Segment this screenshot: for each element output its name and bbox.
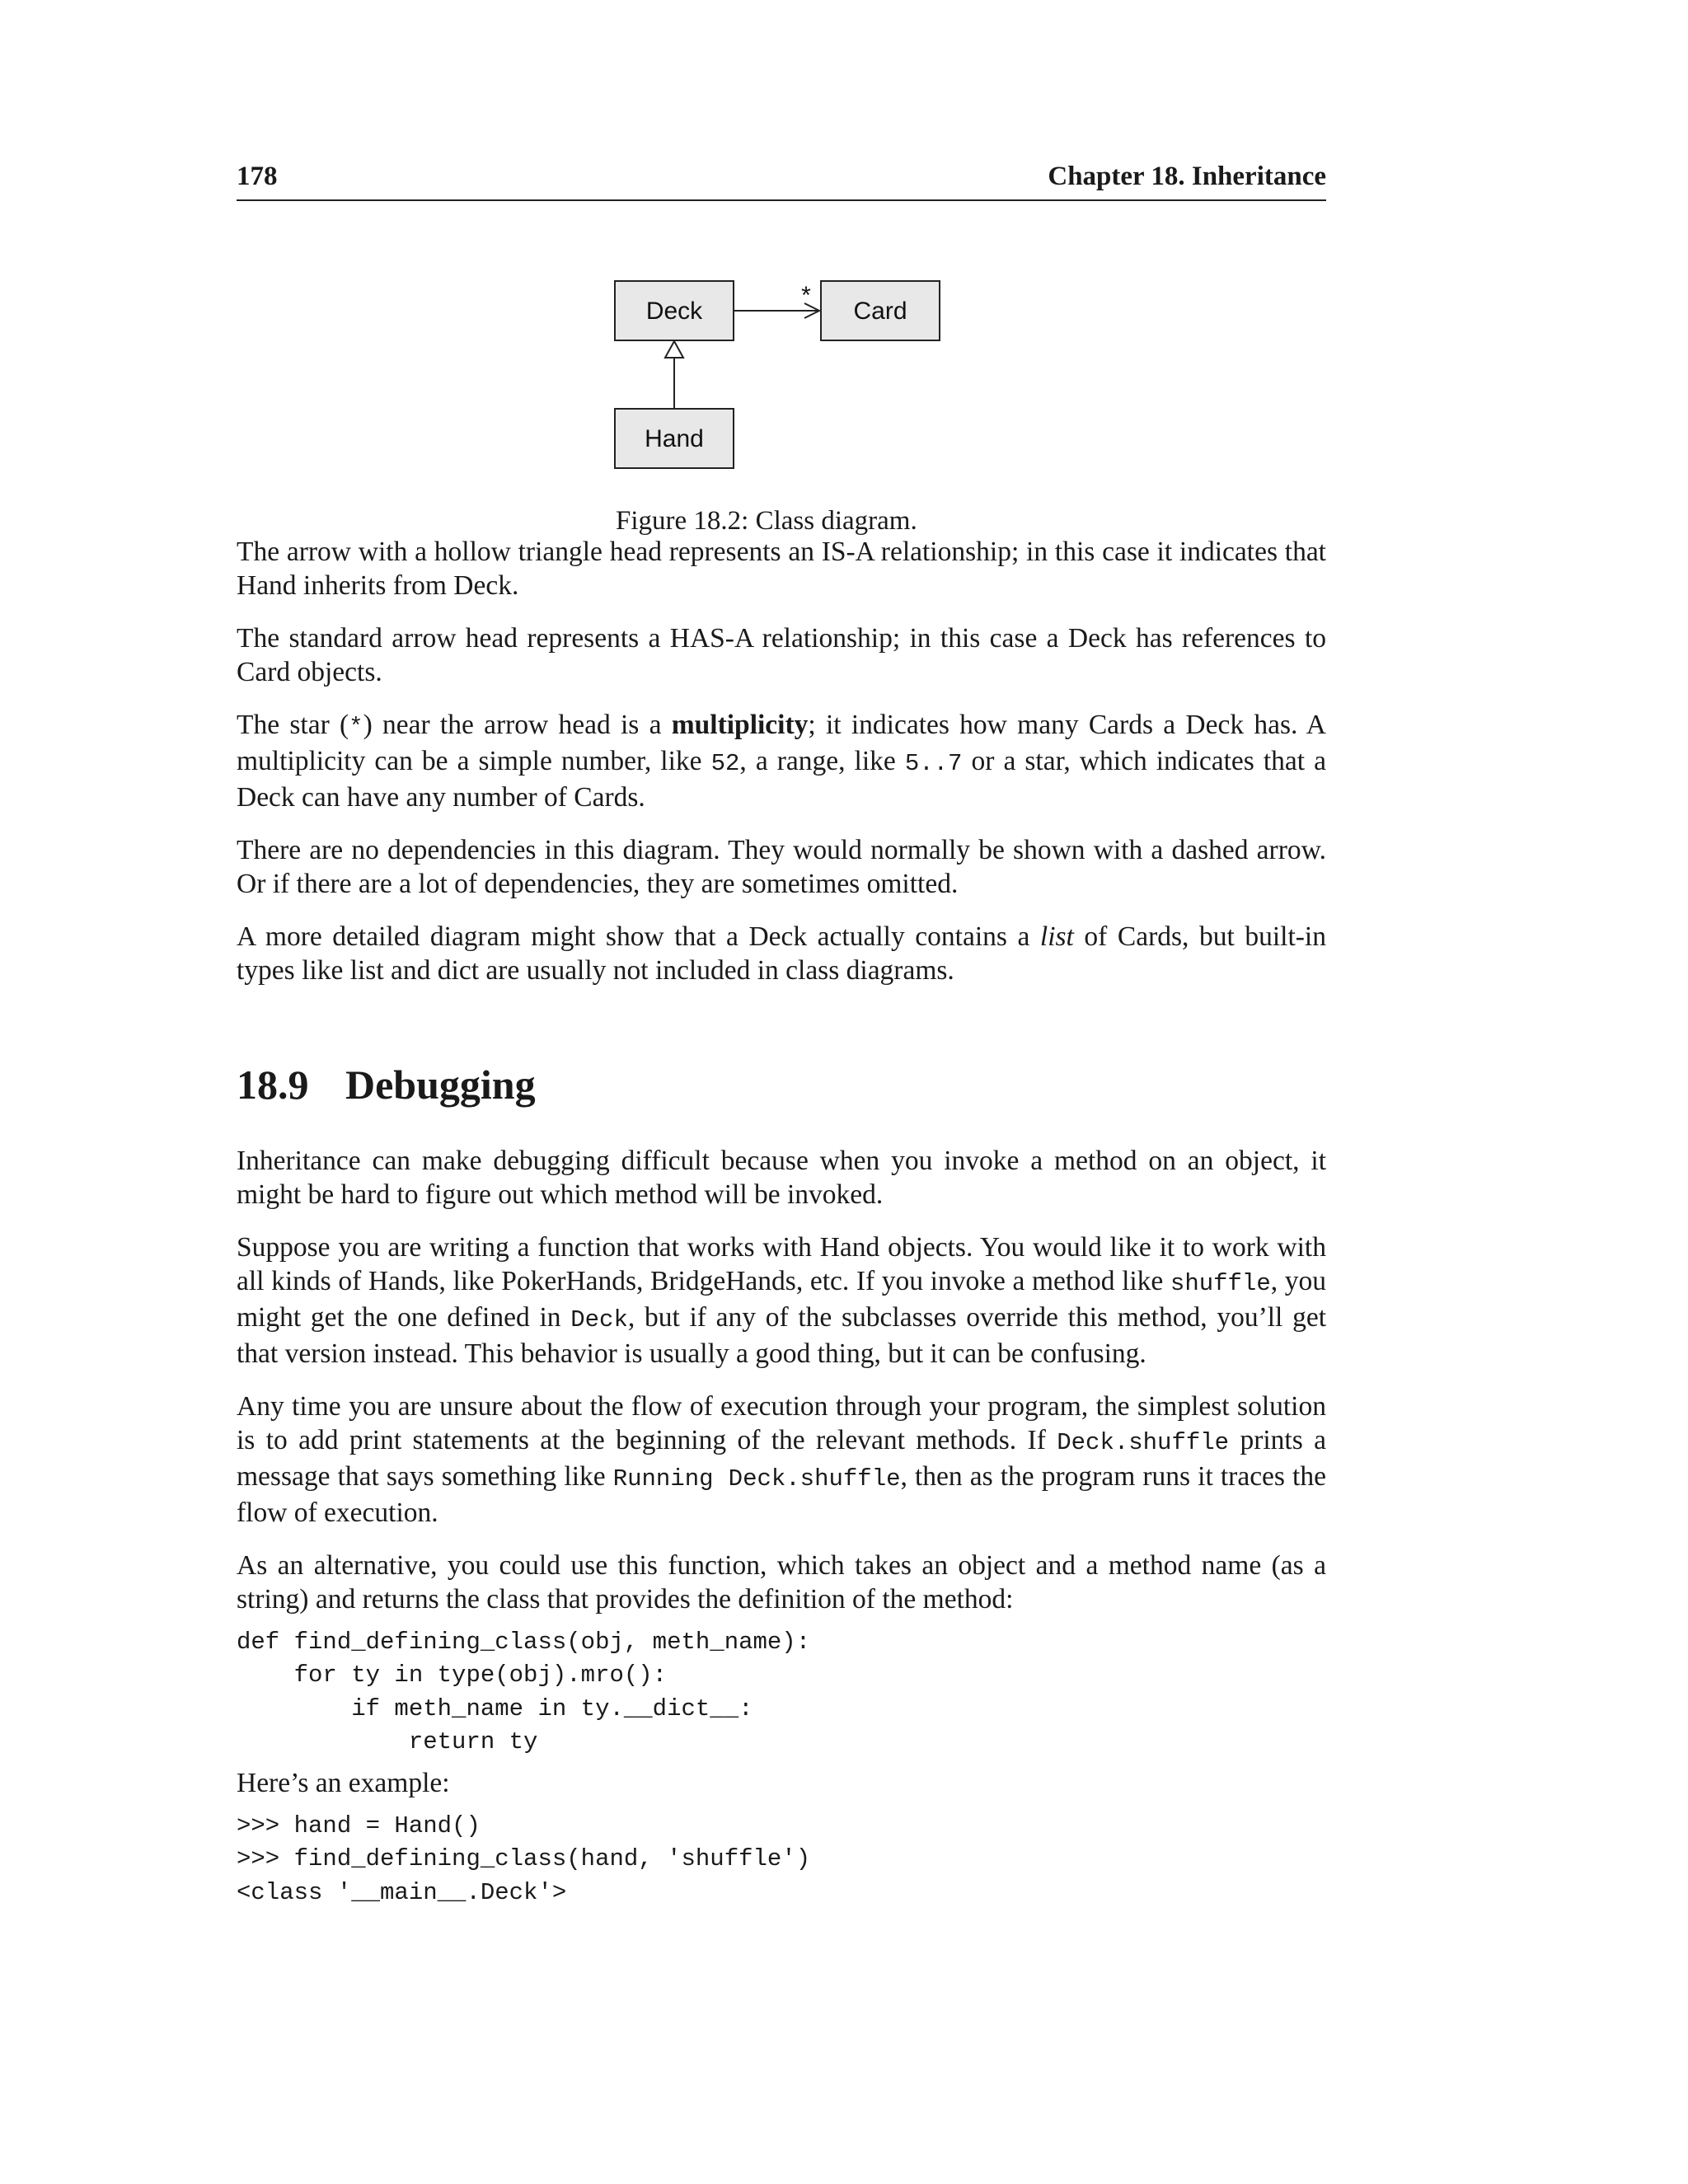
paragraph-multiplicity: [237, 708, 1326, 814]
running-header: [237, 157, 1326, 201]
paragraph-detailed-diagram: [237, 920, 1326, 987]
text-run: , a range, like: [739, 746, 905, 776]
text-run: , but if any of the subclasses override this method, you’ll get that version instead. This behavior is usually a good thing, but it can be confusing.: [237, 1301, 1326, 1369]
text-run: A more detailed diagram might show that a Deck actually contains a: [237, 921, 1040, 952]
inline-code-running-message: Running Deck.shuffle: [612, 1465, 901, 1493]
is-a-hollow-triangle: [665, 341, 683, 358]
paragraph-has-a: The standard arrow head represents a HAS-A relationship; in this case a Deck has references to Card objects.: [237, 623, 1326, 687]
text-run: Any time you are unsure about the flow of execution through your program, the simplest solution is to add print statements at the beginning of the relevant methods. If: [237, 1390, 1326, 1455]
paragraph-debugging-intro: Inheritance can make debugging difficult because when you invoke a method on an object, it might be hard to figure out which method will be invoked.: [237, 1145, 1326, 1210]
text-run: , you might get the one defined in: [237, 1265, 1326, 1333]
class-diagram-figure: [237, 201, 1326, 536]
text-run: of Cards, but built-in types like list and dict are usually not included in class diagrams.: [237, 921, 1326, 986]
paragraph-print-statements: [237, 1390, 1326, 1530]
section-body: [237, 1144, 1326, 1616]
multiplicity-star: *: [801, 282, 811, 309]
inline-code-star: *: [349, 714, 363, 741]
code-block-example: >>> hand = Hand() >>> find_defining_class(hand, 'shuffle') <class '__main__.Deck'>: [237, 1811, 811, 1906]
card-class-label: Card: [853, 298, 907, 325]
paragraph-hand-objects: [237, 1230, 1326, 1371]
inline-code-number: 52: [710, 750, 740, 777]
bold-term: multiplicity: [671, 710, 809, 740]
text-run: or a star, which indicates that a Deck can have any number of Cards.: [237, 746, 1327, 813]
paragraph-example-intro: Here’s an example:: [237, 1767, 450, 1798]
text-run: ) near the arrow head is a: [363, 710, 672, 740]
text-run: prints a message that says something like: [237, 1424, 1326, 1492]
deck-class-label: Deck: [645, 298, 703, 325]
chapter-title: Chapter 18. Inheritance: [1048, 162, 1326, 191]
paragraph-is-a: The arrow with a hollow triangle head represents an IS-A relationship; in this case it indicates that Hand inherits from Deck.: [237, 537, 1326, 601]
class-diagram: [237, 201, 1326, 498]
paragraph-dependencies: There are no dependencies in this diagram. They would normally be shown with a dashed arrow. Or if there are a lot of dependencies, they are sometimes omitted.: [237, 835, 1326, 899]
section-number: 18.9: [237, 1062, 309, 1108]
text-run: ; it indicates how many Cards a Deck has. A multiplicity can be a simple number, like: [237, 710, 1326, 776]
page: [237, 157, 1326, 1910]
section-heading: [237, 1060, 1326, 1109]
code-block-find-defining-class: def find_defining_class(obj, meth_name): for ty in type(obj).mro(): if meth_name in ty.__dict__: return ty: [237, 1628, 811, 1755]
section-title-text: Debugging: [345, 1062, 536, 1108]
italic-term: list: [1039, 921, 1074, 952]
page-number: 178: [237, 162, 278, 191]
paragraph-alternative: As an alternative, you could use this function, which takes an object and a method name (as a string) and returns the class that provides the definition of the method:: [237, 1549, 1326, 1615]
text-run: , then as the program runs it traces the flow of execution.: [237, 1460, 1326, 1528]
figure-caption: Figure 18.2: Class diagram.: [616, 506, 917, 536]
inline-code-deck: Deck: [570, 1305, 628, 1333]
hand-class-label: Hand: [645, 425, 704, 452]
inline-code-range: 5..7: [904, 750, 963, 777]
text-run: The star (: [237, 710, 349, 740]
inline-code-deck-shuffle: Deck.shuffle: [1057, 1428, 1230, 1456]
inline-code-shuffle: shuffle: [1170, 1269, 1271, 1297]
body-text: [237, 535, 1326, 987]
text-run: Suppose you are writing a function that works with Hand objects. You would like it to work with all kinds of Hands, like PokerHands, BridgeHands, etc. If you invoke a method like: [237, 1231, 1326, 1296]
